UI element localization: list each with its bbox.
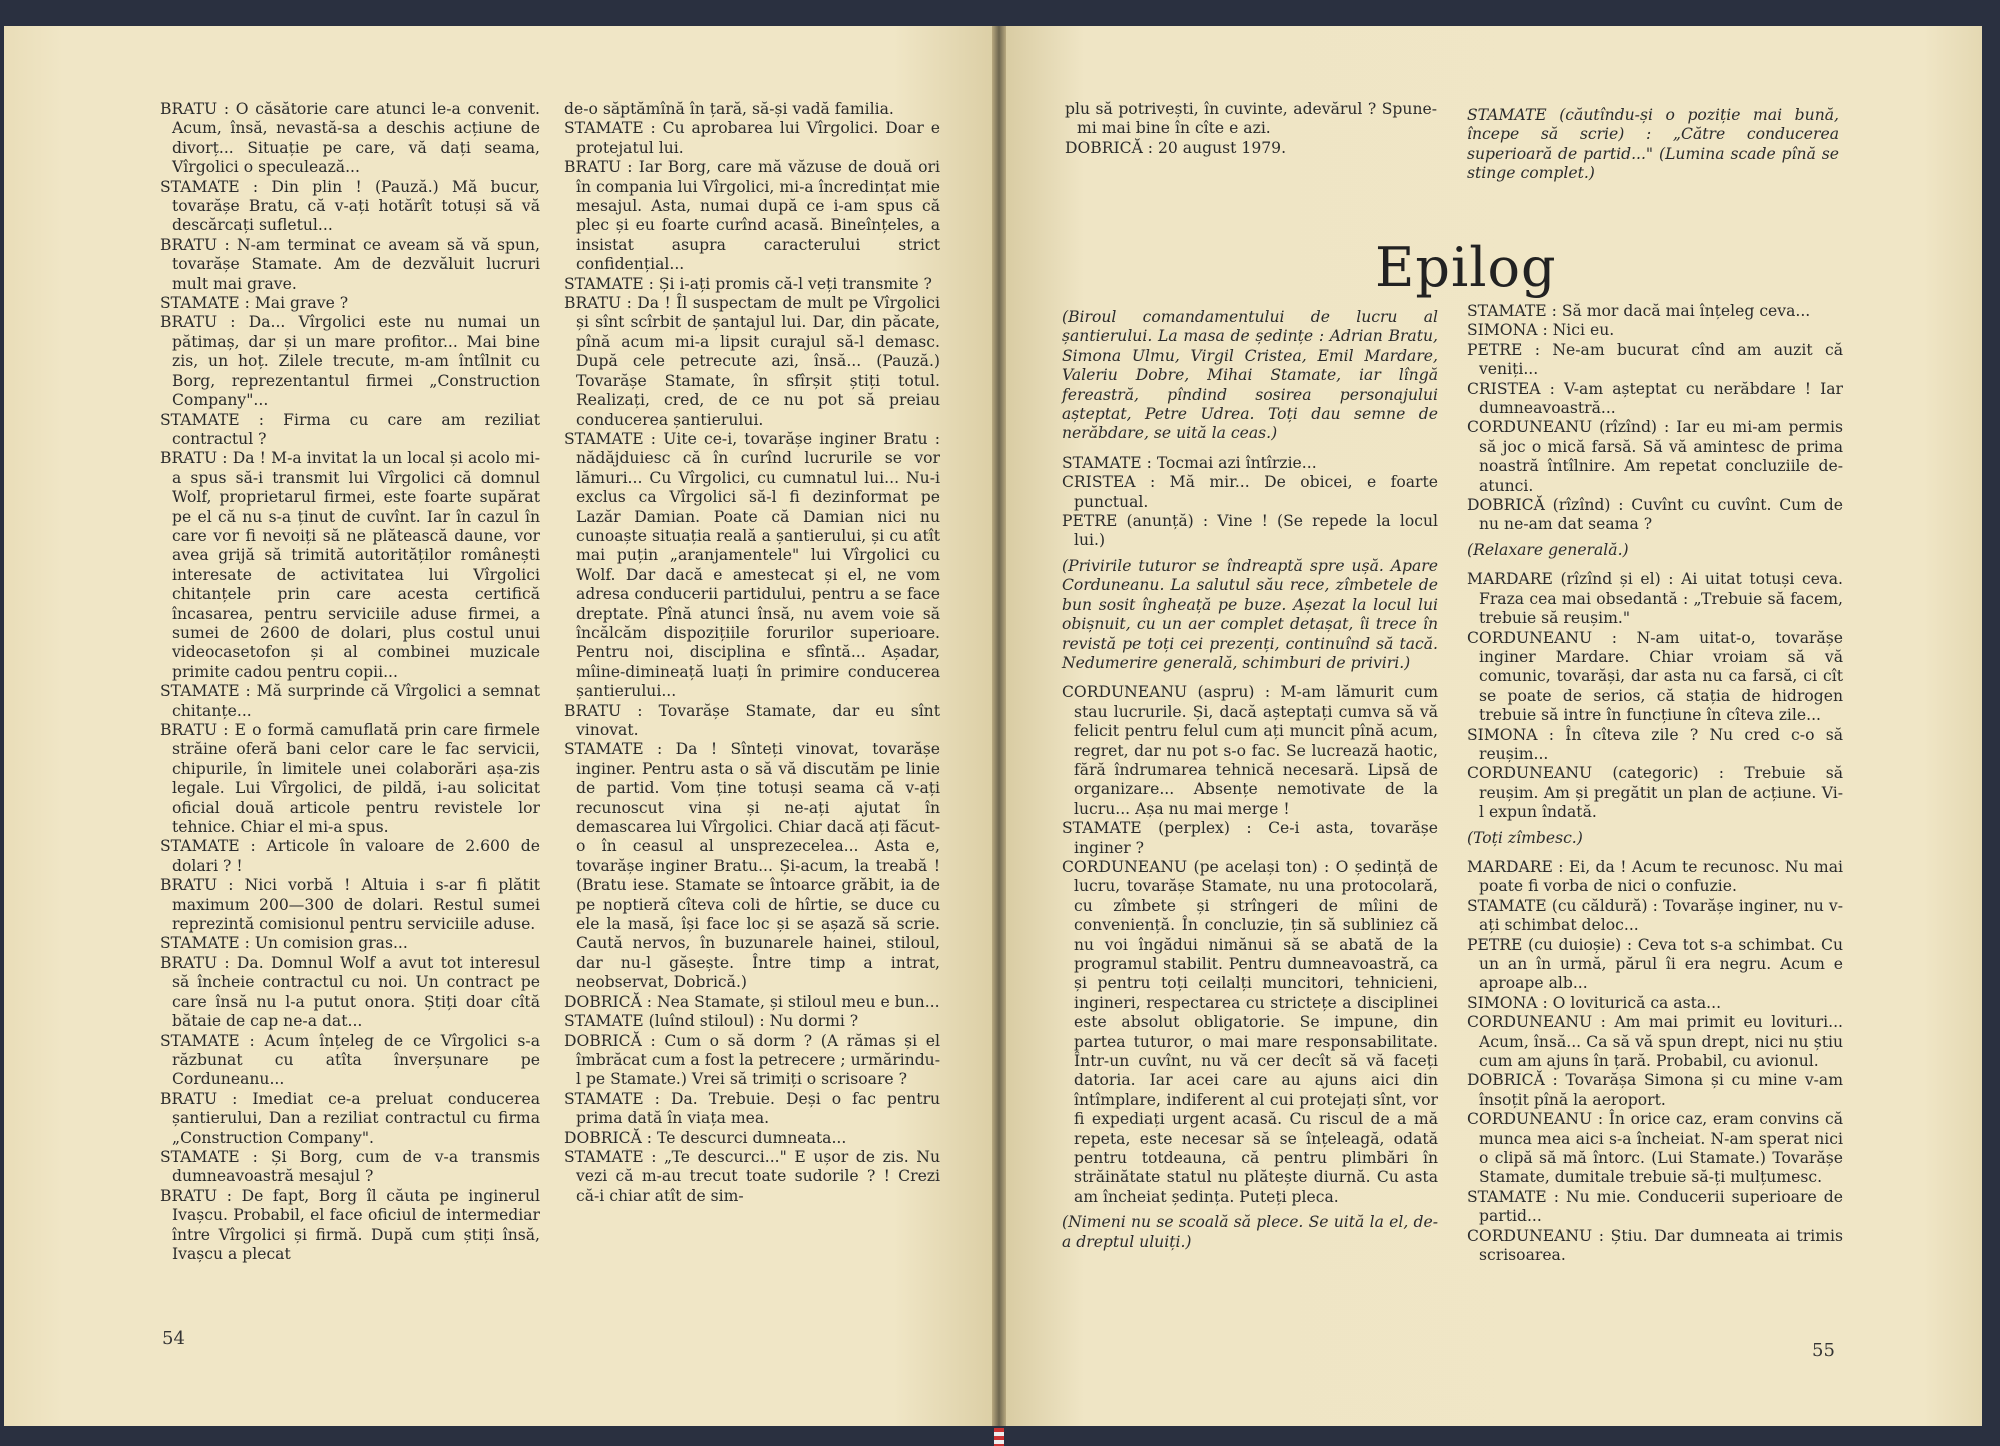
dialogue-line: STAMATE : Nu mie. Conducerii superioare de partid... xyxy=(1467,1187,1843,1226)
dialogue-line: STAMATE : Uite ce-i, tovarășe inginer Bratu : nădăjduiesc că în curînd lucrurile se vor lămuri... Cu Vîrgolici, cu cumnatul lui... Nu-i exclus ca Vîrgolici să-l fi dezinformat pe Lazăr Damian. Poate că Damian nici nu cunoaște situația reală a șantierului, și cu atît mai puțin „aranjamentele" lui Vîrgolici cu Wolf. Dar dacă e amestecat și el, ne vom adresa conducerii partidului, pentru a se face dreptate. Pînă atunci însă, nu avem voie să încălcăm dispozițiile forurilor superioare. Pentru noi, disciplina e sfîntă... Așadar, mîine-dimineață luați în primire conducerea șantierului... xyxy=(564,429,940,701)
right-column-1 xyxy=(1062,302,1438,1262)
dialogue-line: BRATU : De fapt, Borg îl căuta pe inginerul Ivașcu. Probabil, el face oficiul de intermediar între Vîrgolici și firmă. După cum știți însă, Ivașcu a plecat xyxy=(160,1186,540,1263)
stage-direction: (Nimeni nu se scoală să plece. Se uită la el, de-a dreptul uluiți.) xyxy=(1062,1213,1438,1251)
dialogue-line: DOBRICĂ : 20 august 1979. xyxy=(1065,138,1287,157)
dialogue-line: BRATU : Da... Vîrgolici este nu numai un pătimaș, dar și un mare profitor... Mai bine zis, un hoț. Zilele trecute, m-am întîlnit cu Borg, reprezentantul firmei „Construction Company"... xyxy=(160,313,540,410)
dialogue-line: STAMATE (căutîndu-și o poziție mai bună, începe să scrie) : „Către conducerea superioară de partid..." (Lumina scade pînă se stinge complet.) xyxy=(1467,106,1839,183)
dialogue-line: BRATU : N-am terminat ce aveam să vă spun, tovarășe Stamate. Am de dezvăluit lucruri mult mai grave. xyxy=(160,235,540,293)
dialogue-line: BRATU : Imediat ce-a preluat conducerea șantierului, Dan a reziliat contractul cu firma „Construction Company". xyxy=(160,1089,540,1147)
right-column-1-top xyxy=(1065,100,1437,158)
dialogue-line: CRISTEA : V-am așteptat cu nerăbdare ! Iar dumneavoastră... xyxy=(1467,379,1843,418)
page-number-right: 55 xyxy=(1812,1340,1835,1361)
dialogue-line: DOBRICĂ : Cum o să dorm ? (A rămas și el îmbrăcat cum a fost la petrecere ; urmărindu-l pe Stamate.) Vrei să trimiți o scrisoare ? xyxy=(564,1031,940,1089)
dialogue-line: MARDARE : Ei, da ! Acum te recunosc. Nu mai poate fi vorba de nici o confuzie. xyxy=(1467,857,1843,896)
dialogue-line: PETRE (anunță) : Vine ! (Se repede la locul lui.) xyxy=(1062,512,1438,550)
right-column-2-top xyxy=(1467,100,1839,194)
dialogue-line: STAMATE : Acum înțeleg de ce Vîrgolici s-a răzbunat cu atîta înverșunare pe Corduneanu... xyxy=(160,1031,540,1089)
dialogue-line: STAMATE : Din plin ! (Pauză.) Mă bucur, tovarășe Bratu, că v-ați hotărît totuși să vă descărcați sufletul... xyxy=(160,177,540,235)
book-gutter xyxy=(992,26,1006,1426)
dialogue-line: DOBRICĂ (rîzînd) : Cuvînt cu cuvînt. Cum de nu ne-am dat seama ? xyxy=(1467,496,1843,534)
binding-stitch xyxy=(994,1428,1004,1446)
stage-direction: (Biroul comandamentului de lucru al șantierului. La masa de ședințe : Adrian Bratu, Simona Ulmu, Virgil Cristea, Emil Mardare, Valeriu Dobre, Mihai Stamate, iar lîngă fereastră, pîndind sosirea personajului așteptat, Petre Udrea. Toți dau semne de nerăbdare, se uită la ceas.) xyxy=(1062,308,1438,443)
dialogue-line: DOBRICĂ : Te descurci dumneata... xyxy=(564,1128,847,1147)
dialogue-line: BRATU : Tovarășe Stamate, dar eu sînt vinovat. xyxy=(564,701,940,739)
left-column-1 xyxy=(160,100,540,1264)
dialogue-line: plu să potrivești, în cuvinte, adevărul ? Spune-mi mai bine în cîte e azi. xyxy=(1065,100,1437,138)
dialogue-line: STAMATE : Cu aprobarea lui Vîrgolici. Doar e protejatul lui. xyxy=(564,119,940,157)
dialogue-line: CORDUNEANU : Am mai primit eu lovituri... Acum, însă... Ca să vă spun drept, nici nu știu cum am ajuns în țară. Probabil, cu avionul. xyxy=(1467,1013,1843,1071)
stage-direction: (Privirile tuturor se îndreaptă spre ușă. Apare Corduneanu. La salutul său rece, zîmbetele de bun sosit îngheață pe buze. Așezat la locul lui obișnuit, cu un aer complet detașat, îi trece în revistă pe toți cei prezenți, continuînd să tacă. Nedumerire generală, schimburi de priviri.) xyxy=(1062,556,1438,672)
dialogue-line: STAMATE : Da. Trebuie. Deși o fac pentru prima dată în viața mea. xyxy=(564,1089,940,1128)
stage-direction: (Toți zîmbesc.) xyxy=(1467,828,1583,847)
dialogue-line: STAMATE : Să mor dacă mai înțeleg ceva... xyxy=(1467,302,1811,320)
dialogue-line: BRATU : Da. Domnul Wolf a avut tot interesul să încheie contractul cu noi. Un contract pe care însă nu l-a putut onora. Știți doar cîtă bătaie de cap ne-a dat... xyxy=(160,953,540,1031)
dialogue-line: STAMATE (cu căldură) : Tovarășe inginer, nu v-ați schimbat deloc... xyxy=(1467,896,1843,935)
dialogue-line: STAMATE : Firma cu care am reziliat contractul ? xyxy=(160,410,540,448)
dialogue-line: BRATU : Nici vorbă ! Altuia i s-ar fi plătit maximum 200—300 de dolari. Restul sumei reprezintă comisionul pentru serviciile aduse. xyxy=(160,876,540,934)
dialogue-line: CRISTEA : Mă mir... De obicei, e foarte punctual. xyxy=(1062,473,1438,511)
dialogue-line: BRATU : Iar Borg, care mă văzuse de două ori în compania lui Vîrgolici, mi-a încredințat mie mesajul. Asta, numai după ce i-am spus că plec și eu foarte curînd acasă. Bineînțeles, a insistat asupra caracterului strict confidențial... xyxy=(564,158,940,274)
dialogue-line: BRATU : E o formă camuflată prin care firmele străine oferă bani celor care le fac servicii, chipurile, în limitele unei colaborări așa-zis legale. Lui Vîrgolici, de pildă, i-au solicitat oficial două articole pentru revistele lor tehnice. Chiar el mi-a spus. xyxy=(160,721,540,837)
dialogue-line: CORDUNEANU (aspru) : M-am lămurit cum stau lucrurile. Și, dacă așteptați cumva să vă felicit pentru felul cum ați muncit pînă acum, regret, dar nu pot s-o fac. Se lucrează haotic, fără îndrumarea tehnică necesară. Lipsă de organizare... Absențe nemotivate de la lucru... Așa nu mai merge ! xyxy=(1062,683,1438,818)
dialogue-line: STAMATE : „Te descurci..." E ușor de zis. Nu vezi că m-au trecut toate sudorile ? ! Crezi că-i chiar atît de sim- xyxy=(564,1147,940,1205)
dialogue-line: STAMATE : Da ! Sînteți vinovat, tovarășe inginer. Pentru asta o să vă discutăm pe linie de partid. Vom ține totuși seama că v-ați recunoscut vina și ne-ați ajutat în demascarea lui Vîrgolici. Chiar dacă ați făcut-o în ceasul al unsprezecelea... Asta e, tovarășe inginer Bratu... Și-acum, la treabă ! (Bratu iese. Stamate se întoarce grăbit, ia de pe noptieră cîteva coli de hîrtie, se duce cu ele la masă, își face loc și se așază să scrie. Caută nervos, în buzunarele hainei, stiloul, dar nu-l găsește. Între timp a intrat, neobservat, Dobrică.) xyxy=(564,740,940,992)
dialogue-line: SIMONA : O loviturică ca asta... xyxy=(1467,993,1722,1012)
dialogue-line: PETRE (cu duioșie) : Ceva tot s-a schimbat. Cu un an în urmă, părul îi era negru. Acum e aproape alb... xyxy=(1467,935,1843,993)
dialogue-line: STAMATE : Și i-ați promis că-l veți transmite ? xyxy=(564,274,932,293)
dialogue-line: SIMONA : Nici eu. xyxy=(1467,321,1615,340)
epilog-title: Epilog xyxy=(1375,236,1557,299)
dialogue-line: STAMATE : Mă surprinde că Vîrgolici a semnat chitanțe... xyxy=(160,682,540,720)
dialogue-line: CORDUNEANU : În orice caz, eram convins că munca mea aici s-a încheiat. N-am sperat nici o clipă să mă întorc. (Lui Stamate.) Tovarășe Stamate, dumitale trebuie să-ți mulțumesc. xyxy=(1467,1110,1843,1187)
dialogue-line: BRATU : O căsătorie care atunci le-a convenit. Acum, însă, nevastă-sa a deschis acțiune de divorț... Situație pe care, vă dați seama, Vîrgolici o speculează... xyxy=(160,100,540,177)
dialogue-line: DOBRICĂ : Tovarășa Simona și cu mine v-am însoțit pînă la aeroport. xyxy=(1467,1071,1843,1109)
stage-direction: (Relaxare generală.) xyxy=(1467,540,1629,559)
dialogue-line: CORDUNEANU : N-am uitat-o, tovarășe inginer Mardare. Chiar vroiam să vă comunic, tovarăși, dar asta nu ca farsă, ci cît se poate de serios, că stația de hidrogen trebuie să intre în funcțiune în cîteva zile... xyxy=(1467,628,1843,725)
dialogue-line: MARDARE (rîzînd și el) : Ai uitat totuși ceva. Fraza cea mai obsedantă : „Trebuie să facem, trebuie să reușim." xyxy=(1467,570,1843,628)
dialogue-line: CORDUNEANU (pe același ton) : O ședință de lucru, tovarășe Stamate, nu una protocolară, cu zîmbete și strîngeri de mîini de conveniență. În concluzie, țin să subliniez că nu voi îngădui nimănui să se abată de la programul stabilit. Pentru dumneavoastră, ca și pentru toți ceilalți muncitori, tehnicieni, ingineri, respectarea cu strictețe a disciplinei este absolut obligatorie. Se impune, din partea tuturor, o mai mare responsabilitate. Într-un cuvînt, nu vă cer decît să vă faceți datoria. Iar acei care au ajuns aici din întîmplare, indiferent al cui protejați sînt, vor fi expediați urgent acasă. Cu riscul de a mă repeta, este necesar să se înțeleagă, odată pentru totdeauna, că pentru plimbări în străinătate statul nu plătește diurnă. Cu asta am încheiat ședința. Puteți pleca. xyxy=(1062,857,1438,1206)
dialogue-line: BRATU : Da ! M-a invitat la un local și acolo mi-a spus să-i transmit lui Vîrgolici că domnul Wolf, proprietarul firmei, este foarte supărat pe el că nu s-a ținut de cuvînt. Iar în cazul în care vor fi nevoiți să ne plătească daune, vor avea grijă să trimită autorităților românești interesate de activitatea lui Vîrgolici chitanțele prin care acesta certifică încasarea, pentru serviciile aduse firmei, a sumei de 2600 de dolari, plus costul unui videocasetofon și al combinei muzicale primite cadou pentru copii... xyxy=(160,449,540,681)
dialogue-line: STAMATE (perplex) : Ce-i asta, tovarășe inginer ? xyxy=(1062,819,1438,857)
dialogue-line: STAMATE : Un comision gras... xyxy=(160,934,408,953)
dialogue-line: STAMATE : Mai grave ? xyxy=(160,294,349,313)
dialogue-line: PETRE : Ne-am bucurat cînd am auzit că veniți... xyxy=(1467,340,1843,379)
dialogue-line: SIMONA : În cîteva zile ? Nu cred c-o să reușim... xyxy=(1467,725,1843,763)
left-column-2 xyxy=(564,100,940,1206)
dialogue-line: DOBRICĂ : Nea Stamate, și stiloul meu e bun... xyxy=(564,992,940,1011)
dialogue-line: CORDUNEANU (categoric) : Trebuie să reușim. Am și pregătit un plan de acțiune. Vi-l expun îndată. xyxy=(1467,764,1843,822)
dialogue-line: STAMATE (luînd stiloul) : Nu dormi ? xyxy=(564,1012,859,1031)
dialogue-line: CORDUNEANU : Știu. Dar dumneata ai trimis scrisoarea. xyxy=(1467,1226,1843,1265)
dialogue-line: STAMATE : Tocmai azi întîrzie... xyxy=(1062,453,1317,472)
dialogue-line: STAMATE : Și Borg, cum de v-a transmis dumneavoastră mesajul ? xyxy=(160,1147,540,1186)
dialogue-line: de-o săptămînă în țară, să-și vadă familia. xyxy=(564,100,894,118)
dialogue-line: CORDUNEANU (rîzînd) : Iar eu mi-am permis să joc o mică farsă. Să vă amintesc de prima noastră întîlnire. Am repetat concluziile de-atunci. xyxy=(1467,418,1843,495)
dialogue-line: STAMATE : Articole în valoare de 2.600 de dolari ? ! xyxy=(160,837,540,875)
dialogue-line: BRATU : Da ! Îl suspectam de mult pe Vîrgolici și sînt scîrbit de șantajul lui. Dar, din păcate, pînă acum mi-a lipsit curajul să-l demasc. După cele petrecute azi, însă... (Pauză.) Tovarășe Stamate, în sfîrșit știți totul. Realizați, cred, de ce nu pot să preiau conducerea șantierului. xyxy=(564,294,940,429)
page-number-left: 54 xyxy=(162,1328,185,1349)
right-column-2 xyxy=(1467,302,1843,1266)
